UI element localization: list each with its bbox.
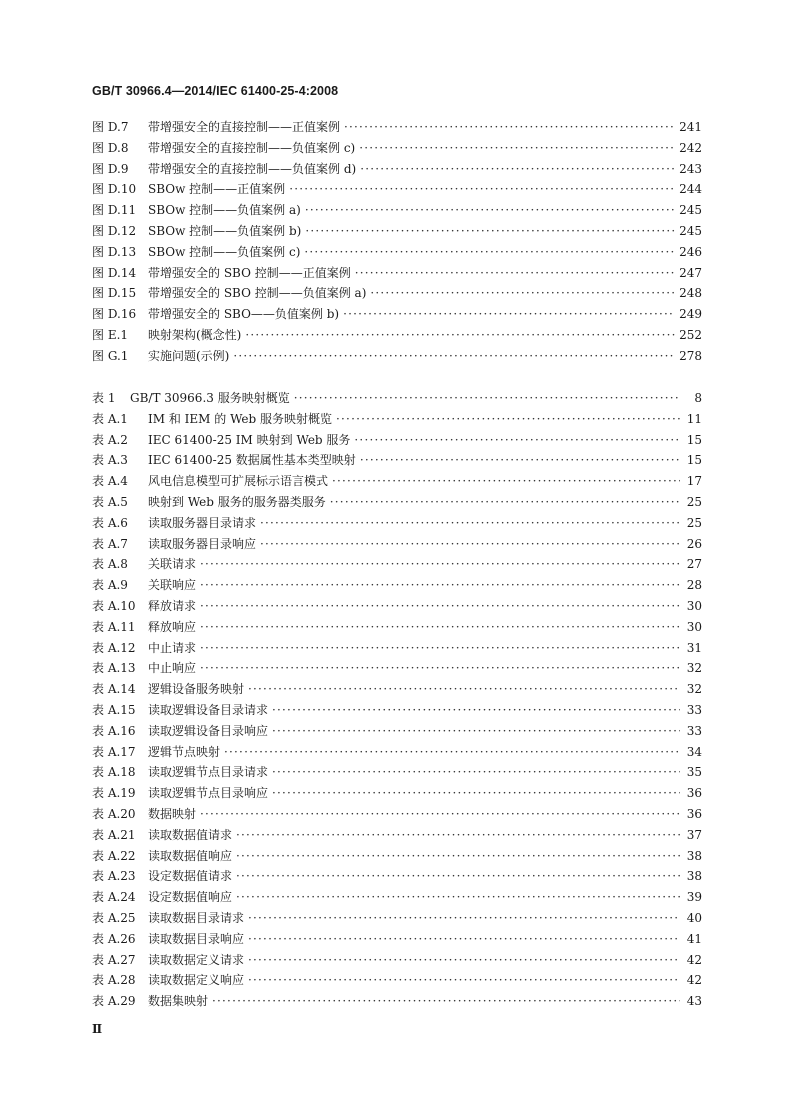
entry-title: 读取逻辑节点目录响应 [148,786,269,801]
table-entry[interactable] [92,431,702,452]
entry-number: 表 1 [92,391,116,405]
entry-number: 表 A.5 [92,494,128,509]
entry-page: 11 [686,411,702,426]
entry-title: 中止请求 [148,640,197,655]
entry-title: 读取数据值请求 [148,827,233,842]
entry-page: 35 [686,765,702,780]
table-entry[interactable] [92,867,702,888]
entry-title: 数据映射 [148,806,197,821]
dot-leader [359,141,675,155]
dot-leader [260,516,680,530]
table-entry[interactable] [92,971,702,992]
dot-leader [272,703,680,717]
entry-number: 表 A.27 [92,952,136,967]
entry-title: GB/T 30966.3 服务映射概览 [130,391,290,405]
entry-number: 表 A.23 [92,869,136,884]
entry-title: 读取数据定义响应 [148,973,245,988]
table-entry[interactable] [92,514,702,535]
dot-leader [248,953,680,967]
entry-page: 25 [686,494,702,509]
entry-page: 31 [686,640,702,655]
table-entry[interactable] [92,680,702,701]
entry-number: 图 G.1 [92,348,129,363]
table-entry[interactable] [92,659,702,680]
entry-number: 表 A.21 [92,827,136,842]
entry-title: 中止响应 [148,661,197,676]
entry-title: SBOw 控制——负值案例 b) [148,223,302,238]
table-entry[interactable] [92,888,702,909]
entry-number: 表 A.29 [92,994,136,1009]
entry-title: IM 和 IEM 的 Web 服务映射概览 [148,411,333,426]
entry-page: 27 [686,557,702,572]
entry-number: 表 A.15 [92,702,136,717]
dot-leader [305,224,675,238]
figure-entry[interactable] [92,118,702,139]
figure-entry[interactable] [92,305,702,326]
entry-page: 39 [686,890,702,905]
entry-page: 246 [679,244,702,259]
entry-title: 读取服务器目录响应 [148,536,257,551]
entry-title: IEC 61400-25 IM 映射到 Web 服务 [148,432,351,447]
table-entry[interactable] [92,576,702,597]
entry-page: 26 [686,536,702,551]
dot-leader [343,307,675,321]
table-entry[interactable] [92,410,702,431]
table-entry[interactable] [92,951,702,972]
entry-number: 表 A.14 [92,682,136,697]
entry-title: 设定数据值请求 [148,869,233,884]
table-entry[interactable] [92,992,702,1013]
dot-leader [233,349,675,363]
entry-page: 42 [686,952,702,967]
table-entry[interactable] [92,639,702,660]
dot-leader [304,245,675,259]
entry-title: 读取服务器目录请求 [148,515,257,530]
entry-page: 15 [686,432,702,447]
dot-leader [236,828,680,842]
table-entry[interactable] [92,389,702,410]
figure-entry[interactable] [92,264,702,285]
entry-number: 表 A.24 [92,890,136,905]
entry-page: 247 [679,265,702,280]
dot-leader [200,620,680,634]
dot-leader [289,182,675,196]
document-header: GB/T 30966.4—2014/IEC 61400-25-4:2008 [92,84,339,98]
entry-page: 32 [686,661,702,676]
entry-number: 表 A.16 [92,723,136,738]
figure-entry[interactable] [92,326,702,347]
entry-number: 表 A.10 [92,598,136,613]
entry-title: 带增强安全的直接控制——正值案例 [148,120,341,134]
entry-title: 读取数据定义请求 [148,952,245,967]
table-entry[interactable] [92,597,702,618]
entry-title: 读取逻辑设备目录请求 [148,702,269,717]
entry-page: 249 [679,307,702,322]
figure-list [92,118,702,368]
entry-page: 252 [679,327,702,342]
entry-page: 245 [679,203,702,218]
table-entry[interactable] [92,909,702,930]
entry-number: 表 A.13 [92,661,136,676]
table-entry[interactable] [92,826,702,847]
dot-leader [236,849,680,863]
dot-leader [212,994,680,1008]
entry-number: 表 A.7 [92,536,128,551]
entry-number: 表 A.28 [92,973,136,988]
entry-title: 读取数据值响应 [148,848,233,863]
figure-entry[interactable] [92,243,702,264]
entry-title: 释放请求 [148,598,197,613]
entry-title: 数据集映射 [148,994,209,1009]
entry-title: 映射到 Web 服务的服务器类服务 [148,494,326,509]
entry-title: 逻辑节点映射 [148,744,221,759]
dot-leader [332,474,680,488]
figure-entry[interactable] [92,347,702,368]
entry-title: 风电信息模型可扩展标示语言模式 [148,474,329,489]
entry-page: 243 [679,161,702,176]
entry-page: 241 [679,120,702,134]
entry-number: 图 D.14 [92,265,137,280]
table-entry[interactable] [92,805,702,826]
entry-page: 37 [686,827,702,842]
entry-title: 带增强安全的 SBO 控制——负值案例 a) [148,286,367,301]
dot-leader [272,724,680,738]
figure-entry[interactable] [92,180,702,201]
page-number: Ⅱ [92,1022,103,1036]
table-entry[interactable] [92,784,702,805]
entry-number: 表 A.3 [92,453,128,468]
entry-page: 36 [686,806,702,821]
entry-number: 图 D.15 [92,286,137,301]
dot-leader [200,641,680,655]
table-entry[interactable] [92,930,702,951]
entry-title: SBOw 控制——负值案例 c) [148,244,301,259]
dot-leader [294,391,680,405]
entry-number: 表 A.6 [92,515,128,530]
table-entry[interactable] [92,451,702,472]
table-entry[interactable] [92,743,702,764]
dot-leader [200,557,680,571]
entry-page: 30 [686,619,702,634]
entry-page: 248 [679,286,702,301]
entry-number: 表 A.22 [92,848,136,863]
table-entry[interactable] [92,722,702,743]
entry-page: 36 [686,786,702,801]
table-entry[interactable] [92,472,702,493]
table-list [92,389,702,1013]
entry-number: 表 A.1 [92,411,128,426]
dot-leader [248,973,680,987]
entry-title: SBOw 控制——负值案例 a) [148,203,301,218]
entry-title: 实施问题(示例) [148,348,230,363]
entry-page: 43 [686,994,702,1009]
entry-page: 38 [686,869,702,884]
entry-title: IEC 61400-25 数据属性基本类型映射 [148,453,356,468]
figure-entry[interactable] [92,222,702,243]
dot-leader [272,786,680,800]
entry-title: 释放响应 [148,619,197,634]
entry-page: 17 [686,474,702,489]
entry-number: 表 A.19 [92,786,136,801]
entry-number: 图 D.8 [92,140,129,155]
figure-entry[interactable] [92,201,702,222]
entry-page: 25 [686,515,702,530]
dot-leader [305,203,675,217]
entry-page: 28 [686,578,702,593]
entry-title: 读取逻辑设备目录响应 [148,723,269,738]
dot-leader [200,807,680,821]
figure-entry[interactable] [92,139,702,160]
dot-leader [272,765,680,779]
dot-leader [200,661,680,675]
table-entry[interactable] [92,493,702,514]
entry-number: 表 A.26 [92,931,136,946]
dot-leader [236,869,680,883]
entry-number: 表 A.11 [92,619,136,634]
dot-leader [370,286,675,300]
table-entry[interactable] [92,618,702,639]
dot-leader [336,412,680,426]
entry-title: 逻辑设备服务映射 [148,682,245,697]
dot-leader [224,745,680,759]
entry-page: 278 [679,348,702,363]
entry-page: 15 [686,453,702,468]
dot-leader [360,453,680,467]
figure-entry[interactable] [92,160,702,181]
entry-page: 32 [686,682,702,697]
entry-page: 34 [686,744,702,759]
entry-page: 242 [679,140,702,155]
entry-number: 图 E.1 [92,327,129,342]
entry-number: 图 D.10 [92,182,137,197]
entry-title: 带增强安全的 SBO 控制——正值案例 [148,265,351,280]
dot-leader [236,890,680,904]
entry-page: 38 [686,848,702,863]
dot-leader [248,911,680,925]
entry-title: SBOw 控制——正值案例 [148,182,286,197]
dot-leader [260,537,680,551]
entry-number: 表 A.18 [92,765,136,780]
entry-page: 245 [679,223,702,238]
dot-leader [245,328,675,342]
entry-title: 带增强安全的直接控制——负值案例 d) [148,161,357,176]
entry-number: 表 A.2 [92,432,128,447]
dot-leader [248,932,680,946]
entry-title: 读取逻辑节点目录请求 [148,765,269,780]
figure-entry[interactable] [92,284,702,305]
entry-page: 33 [686,702,702,717]
entry-number: 表 A.9 [92,578,128,593]
dot-leader [248,682,680,696]
entry-page: 30 [686,598,702,613]
dot-leader [355,266,675,280]
table-entry[interactable] [92,763,702,784]
entry-number: 表 A.12 [92,640,136,655]
entry-number: 图 D.9 [92,161,129,176]
entry-title: 带增强安全的 SBO——负值案例 b) [148,307,340,322]
entry-page: 40 [686,910,702,925]
entry-title: 关联响应 [148,578,197,593]
entry-page: 41 [686,931,702,946]
entry-number: 图 D.11 [92,203,137,218]
entry-title: 读取数据目录请求 [148,910,245,925]
entry-number: 表 A.25 [92,910,136,925]
dot-leader [200,578,680,592]
entry-title: 读取数据目录响应 [148,931,245,946]
dot-leader [200,599,680,613]
table-entry[interactable] [92,555,702,576]
dot-leader [344,120,675,134]
entry-number: 表 A.20 [92,806,136,821]
entry-number: 图 D.12 [92,223,137,238]
table-entry[interactable] [92,701,702,722]
dot-leader [354,433,680,447]
entry-page: 33 [686,723,702,738]
table-entry[interactable] [92,847,702,868]
entry-page: 8 [694,391,702,405]
entry-title: 设定数据值响应 [148,890,233,905]
entry-title: 映射架构(概念性) [148,327,242,342]
table-entry[interactable] [92,535,702,556]
dot-leader [330,495,680,509]
entry-number: 表 A.4 [92,474,128,489]
entry-page: 244 [679,182,702,197]
entry-number: 图 D.7 [92,120,129,134]
entry-number: 表 A.8 [92,557,128,572]
dot-leader [360,162,675,176]
entry-number: 图 D.13 [92,244,137,259]
entry-title: 关联请求 [148,557,197,572]
entry-title: 带增强安全的直接控制——负值案例 c) [148,140,356,155]
entry-page: 42 [686,973,702,988]
entry-number: 表 A.17 [92,744,136,759]
entry-number: 图 D.16 [92,307,137,322]
